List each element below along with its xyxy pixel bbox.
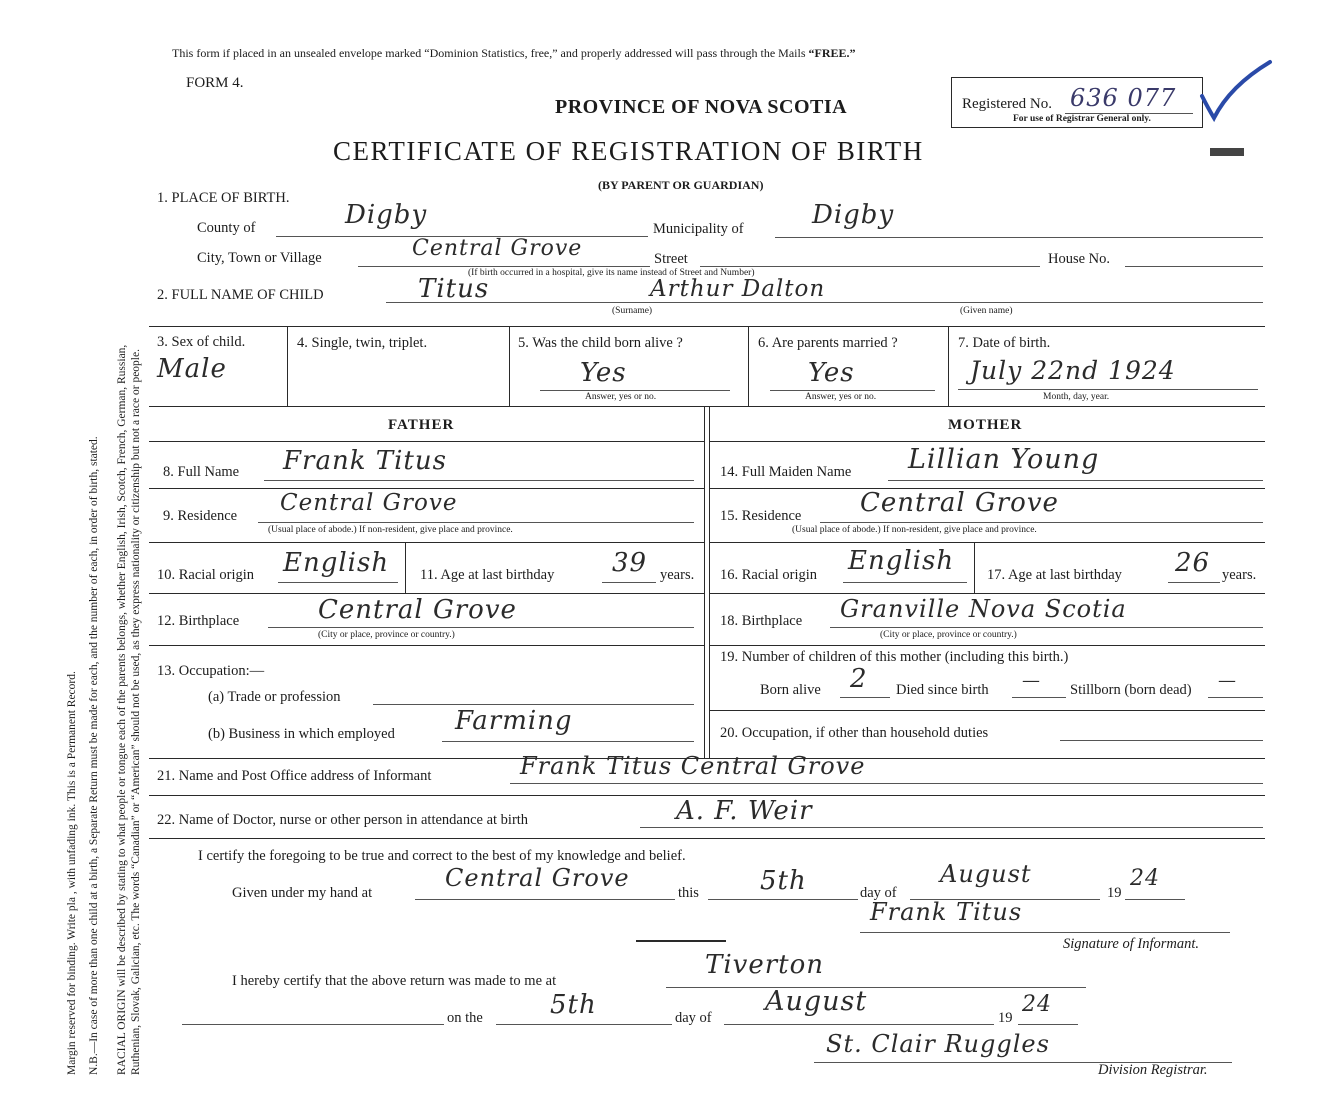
- municipality-value: Digby: [812, 200, 895, 230]
- father-birthplace-value: Central Grove: [318, 595, 517, 625]
- registrar-place-value: Tiverton: [705, 950, 825, 980]
- father-age-label: 11. Age at last birthday: [420, 567, 555, 583]
- doctor-underline: [640, 827, 1263, 828]
- margin-racial-origin-note-1: RACIAL ORIGIN will be described by stating to what people or tongue each of the parents belongs, whether English, Irish, Scotch, French, German, Russian,: [116, 344, 128, 1075]
- rule-center-b: [709, 406, 710, 758]
- mother-racial-label: 16. Racial origin: [720, 567, 818, 583]
- father-age-underline: [602, 582, 656, 583]
- given-this-label: this: [678, 885, 699, 901]
- born-alive-value: Yes: [580, 358, 627, 388]
- mother-residence-caption: (Usual place of abode.) If non-resident, give place and province.: [792, 525, 1037, 535]
- father-birthplace-label: 12. Birthplace: [157, 613, 240, 629]
- informant-signature-caption: Signature of Informant.: [1063, 936, 1200, 952]
- rule-row10-bottom-right: [709, 593, 1265, 594]
- mother-age-value: 26: [1175, 548, 1211, 578]
- rule-heading-bottom-left: [149, 441, 704, 442]
- parents-married-label: 6. Are parents married ?: [758, 335, 898, 351]
- father-residence-caption: (Usual place of abode.) If non-resident, give place and province.: [268, 525, 513, 535]
- registrar-use-note: For use of Registrar General only.: [1013, 114, 1151, 124]
- date-of-birth-label: 7. Date of birth.: [958, 335, 1051, 351]
- stillborn-label: Stillborn (born dead): [1070, 682, 1192, 698]
- mother-residence-underline: [820, 522, 1263, 523]
- registrar-year-value: 24: [1022, 992, 1052, 1017]
- certificate-subtitle: (BY PARENT OR GUARDIAN): [598, 178, 764, 192]
- father-business-underline: [442, 741, 694, 742]
- street-underline: [700, 266, 1040, 267]
- given-under-hand-label: Given under my hand at: [232, 885, 373, 901]
- registrar-caption: Division Registrar.: [1098, 1062, 1208, 1078]
- informant-signature: Frank Titus: [870, 898, 1023, 926]
- registrar-statement: I hereby certify that the above return was made to me at: [232, 973, 557, 989]
- father-name-label: 8. Full Name: [163, 464, 240, 480]
- given-day-value: 5th: [760, 866, 807, 896]
- rule-heading-bottom-right: [709, 441, 1265, 442]
- certificate-title: CERTIFICATE OF REGISTRATION OF BIRTH: [333, 136, 924, 166]
- born-alive-label: 5. Was the child born alive ?: [518, 335, 683, 351]
- county-value: Digby: [345, 200, 428, 230]
- born-alive-count-label: Born alive: [760, 682, 821, 698]
- rule-row19-bottom-right: [709, 710, 1265, 711]
- mother-age-label: 17. Age at last birthday: [987, 567, 1122, 583]
- given-name-caption: (Given name): [960, 306, 1013, 316]
- father-age-years: years.: [660, 567, 695, 583]
- rule-row3-v3: [748, 326, 749, 406]
- city-underline: [358, 266, 650, 267]
- registrar-month-value: August: [765, 986, 868, 1017]
- rule-row12-bottom-right: [709, 645, 1265, 646]
- father-occupation-label: 13. Occupation:—: [157, 663, 265, 679]
- registrar-day-value: 5th: [550, 990, 597, 1020]
- rule-row8-bottom-left: [149, 488, 704, 489]
- rule-row3-v2: [509, 326, 510, 406]
- child-surname-value: Titus: [418, 274, 490, 304]
- born-alive-count-value: 2: [850, 664, 868, 694]
- date-of-birth-value: July 22nd 1924: [970, 356, 1176, 385]
- on-the-label: on the: [447, 1010, 483, 1026]
- father-birthplace-caption: (City or place, province or country.): [318, 630, 455, 640]
- given-year-value: 24: [1130, 866, 1160, 891]
- rule-row10-bottom-left: [149, 593, 704, 594]
- rule-row12-bottom-left: [149, 645, 704, 646]
- registered-number-label: Registered No.: [962, 96, 1052, 112]
- died-since-birth-label: Died since birth: [896, 682, 989, 698]
- stamp-mark: [1210, 148, 1244, 156]
- registrar-place-underline: [666, 987, 1086, 988]
- mother-racial-underline: [843, 582, 967, 583]
- parents-married-caption: Answer, yes or no.: [805, 392, 877, 402]
- registrar-year-prefix: 19: [998, 1010, 1013, 1026]
- sex-label: 3. Sex of child.: [157, 334, 246, 350]
- born-alive-caption: Answer, yes or no.: [585, 392, 657, 402]
- born-alive-underline: [540, 390, 730, 391]
- mother-children-label: 19. Number of children of this mother (including this birth.): [720, 649, 1069, 665]
- mother-birthplace-underline: [830, 627, 1263, 628]
- street-label: Street: [654, 251, 688, 267]
- father-racial-underline: [278, 582, 398, 583]
- father-heading: FATHER: [388, 417, 455, 433]
- mother-birthplace-value: Granville Nova Scotia: [840, 595, 1127, 623]
- rule-row3-bottom: [149, 406, 1265, 407]
- mother-occupation-label: 20. Occupation, if other than household duties: [720, 725, 989, 741]
- child-name-underline: [386, 302, 1263, 303]
- checkmark-icon: [1196, 56, 1276, 126]
- hospital-note: (If birth occurred in a hospital, give its name instead of Street and Number): [468, 268, 755, 278]
- given-day-underline: [708, 899, 858, 900]
- mother-birthplace-label: 18. Birthplace: [720, 613, 803, 629]
- postal-notice-free: “FREE.”: [808, 46, 856, 60]
- registrar-signature: St. Clair Ruggles: [826, 1030, 1050, 1058]
- father-age-value: 39: [612, 548, 648, 578]
- given-place-underline: [415, 899, 675, 900]
- municipality-label: Municipality of: [653, 221, 744, 237]
- rule-row3-v1: [287, 326, 288, 406]
- parents-married-value: Yes: [808, 358, 855, 388]
- father-name-underline: [264, 480, 694, 481]
- place-of-birth-label: 1. PLACE OF BIRTH.: [157, 190, 290, 206]
- rule-row10-divider-right: [974, 542, 975, 593]
- date-of-birth-caption: Month, day, year.: [1043, 392, 1110, 402]
- registrar-day-of-label: day of: [675, 1010, 712, 1026]
- mother-name-label: 14. Full Maiden Name: [720, 464, 852, 480]
- father-business-label: (b) Business in which employed: [208, 726, 395, 742]
- born-alive-count-underline: [840, 697, 890, 698]
- mother-age-underline: [1168, 582, 1220, 583]
- died-since-birth-underline: [1012, 697, 1066, 698]
- margin-binding-note: Margin reserved for binding. Write pla , with unfading ink. This is a Permanent Record.: [66, 671, 78, 1075]
- on-the-leader-line: [182, 1024, 444, 1025]
- city-value: Central Grove: [412, 236, 583, 261]
- mother-residence-value: Central Grove: [860, 488, 1059, 518]
- father-racial-value: English: [283, 548, 390, 578]
- certify-statement: I certify the foregoing to be true and correct to the best of my knowledge and belief.: [198, 848, 686, 864]
- child-given-name-value: Arthur Dalton: [650, 276, 826, 302]
- stillborn-underline: [1208, 697, 1263, 698]
- separator-rule: [636, 940, 726, 942]
- father-residence-underline: [258, 522, 694, 523]
- father-birthplace-underline: [268, 627, 694, 628]
- mother-age-years: years.: [1222, 567, 1257, 583]
- given-month-value: August: [940, 860, 1032, 888]
- stillborn-value: —: [1218, 670, 1237, 691]
- mother-racial-value: English: [848, 546, 955, 576]
- mother-name-underline: [888, 480, 1263, 481]
- mother-heading: MOTHER: [948, 417, 1023, 433]
- plurality-label: 4. Single, twin, triplet.: [297, 335, 428, 351]
- mother-occupation-underline: [1060, 740, 1263, 741]
- house-number-underline: [1125, 266, 1263, 267]
- rule-row3-top: [149, 326, 1265, 327]
- father-racial-label: 10. Racial origin: [157, 567, 255, 583]
- province-heading: PROVINCE OF NOVA SCOTIA: [555, 96, 848, 118]
- father-residence-label: 9. Residence: [163, 508, 238, 524]
- sex-value: Male: [157, 354, 227, 384]
- child-name-label: 2. FULL NAME OF CHILD: [157, 287, 324, 303]
- father-name-value: Frank Titus: [283, 446, 447, 476]
- margin-multiple-births-note: N.B.—In case of more than one child at a birth, a Separate Return must be made for each, and the number of each, in order of birth, stated.: [88, 436, 100, 1075]
- rule-row9-bottom-right: [709, 542, 1265, 543]
- postal-notice: [172, 46, 856, 61]
- registrar-month-underline: [724, 1024, 994, 1025]
- registrar-day-underline: [496, 1024, 672, 1025]
- registered-number-value: 636 077: [1070, 84, 1177, 112]
- mother-birthplace-caption: (City or place, province or country.): [880, 630, 1017, 640]
- mother-residence-label: 15. Residence: [720, 508, 802, 524]
- rule-row22-bottom: [149, 838, 1265, 839]
- given-day-of-label: day of: [860, 885, 897, 901]
- surname-caption: (Surname): [612, 306, 653, 316]
- given-place-value: Central Grove: [445, 864, 630, 892]
- doctor-label: 22. Name of Doctor, nurse or other person in attendance at birth: [157, 812, 529, 828]
- postal-notice-text: This form if placed in an unsealed envelope marked “Dominion Statistics, free,” and properly addressed will pass through the Mails: [172, 46, 809, 60]
- county-label: County of: [197, 220, 256, 236]
- margin-racial-origin-note-2: Ruthenian, Slovak, Galician, etc. The words “Canadian” or “American” should not be used, as they express nationality or citizenship but not a race or people.: [130, 349, 142, 1075]
- father-trade-underline: [373, 704, 694, 705]
- doctor-value: A. F. Weir: [676, 796, 813, 826]
- informant-value: Frank Titus Central Grove: [520, 752, 866, 780]
- parents-married-underline: [770, 390, 935, 391]
- rule-row9-bottom-left: [149, 542, 704, 543]
- form-number: FORM 4.: [186, 75, 244, 91]
- municipality-underline: [775, 237, 1263, 238]
- father-residence-value: Central Grove: [280, 490, 458, 516]
- registrar-year-underline: [1018, 1024, 1078, 1025]
- rule-row10-divider-left: [405, 542, 406, 593]
- city-label: City, Town or Village: [197, 250, 322, 266]
- died-since-birth-value: —: [1022, 670, 1041, 691]
- rule-center-a: [704, 406, 705, 758]
- date-of-birth-underline: [958, 389, 1258, 390]
- given-year-underline: [1125, 899, 1185, 900]
- father-business-value: Farming: [455, 706, 573, 736]
- informant-signature-line: [860, 932, 1230, 933]
- given-year-prefix: 19: [1107, 885, 1122, 901]
- informant-underline: [510, 783, 1263, 784]
- informant-label: 21. Name and Post Office address of Informant: [157, 768, 432, 784]
- rule-row3-v4: [948, 326, 949, 406]
- house-number-label: House No.: [1048, 251, 1111, 267]
- father-trade-label: (a) Trade or profession: [208, 689, 341, 705]
- mother-name-value: Lillian Young: [908, 444, 1100, 475]
